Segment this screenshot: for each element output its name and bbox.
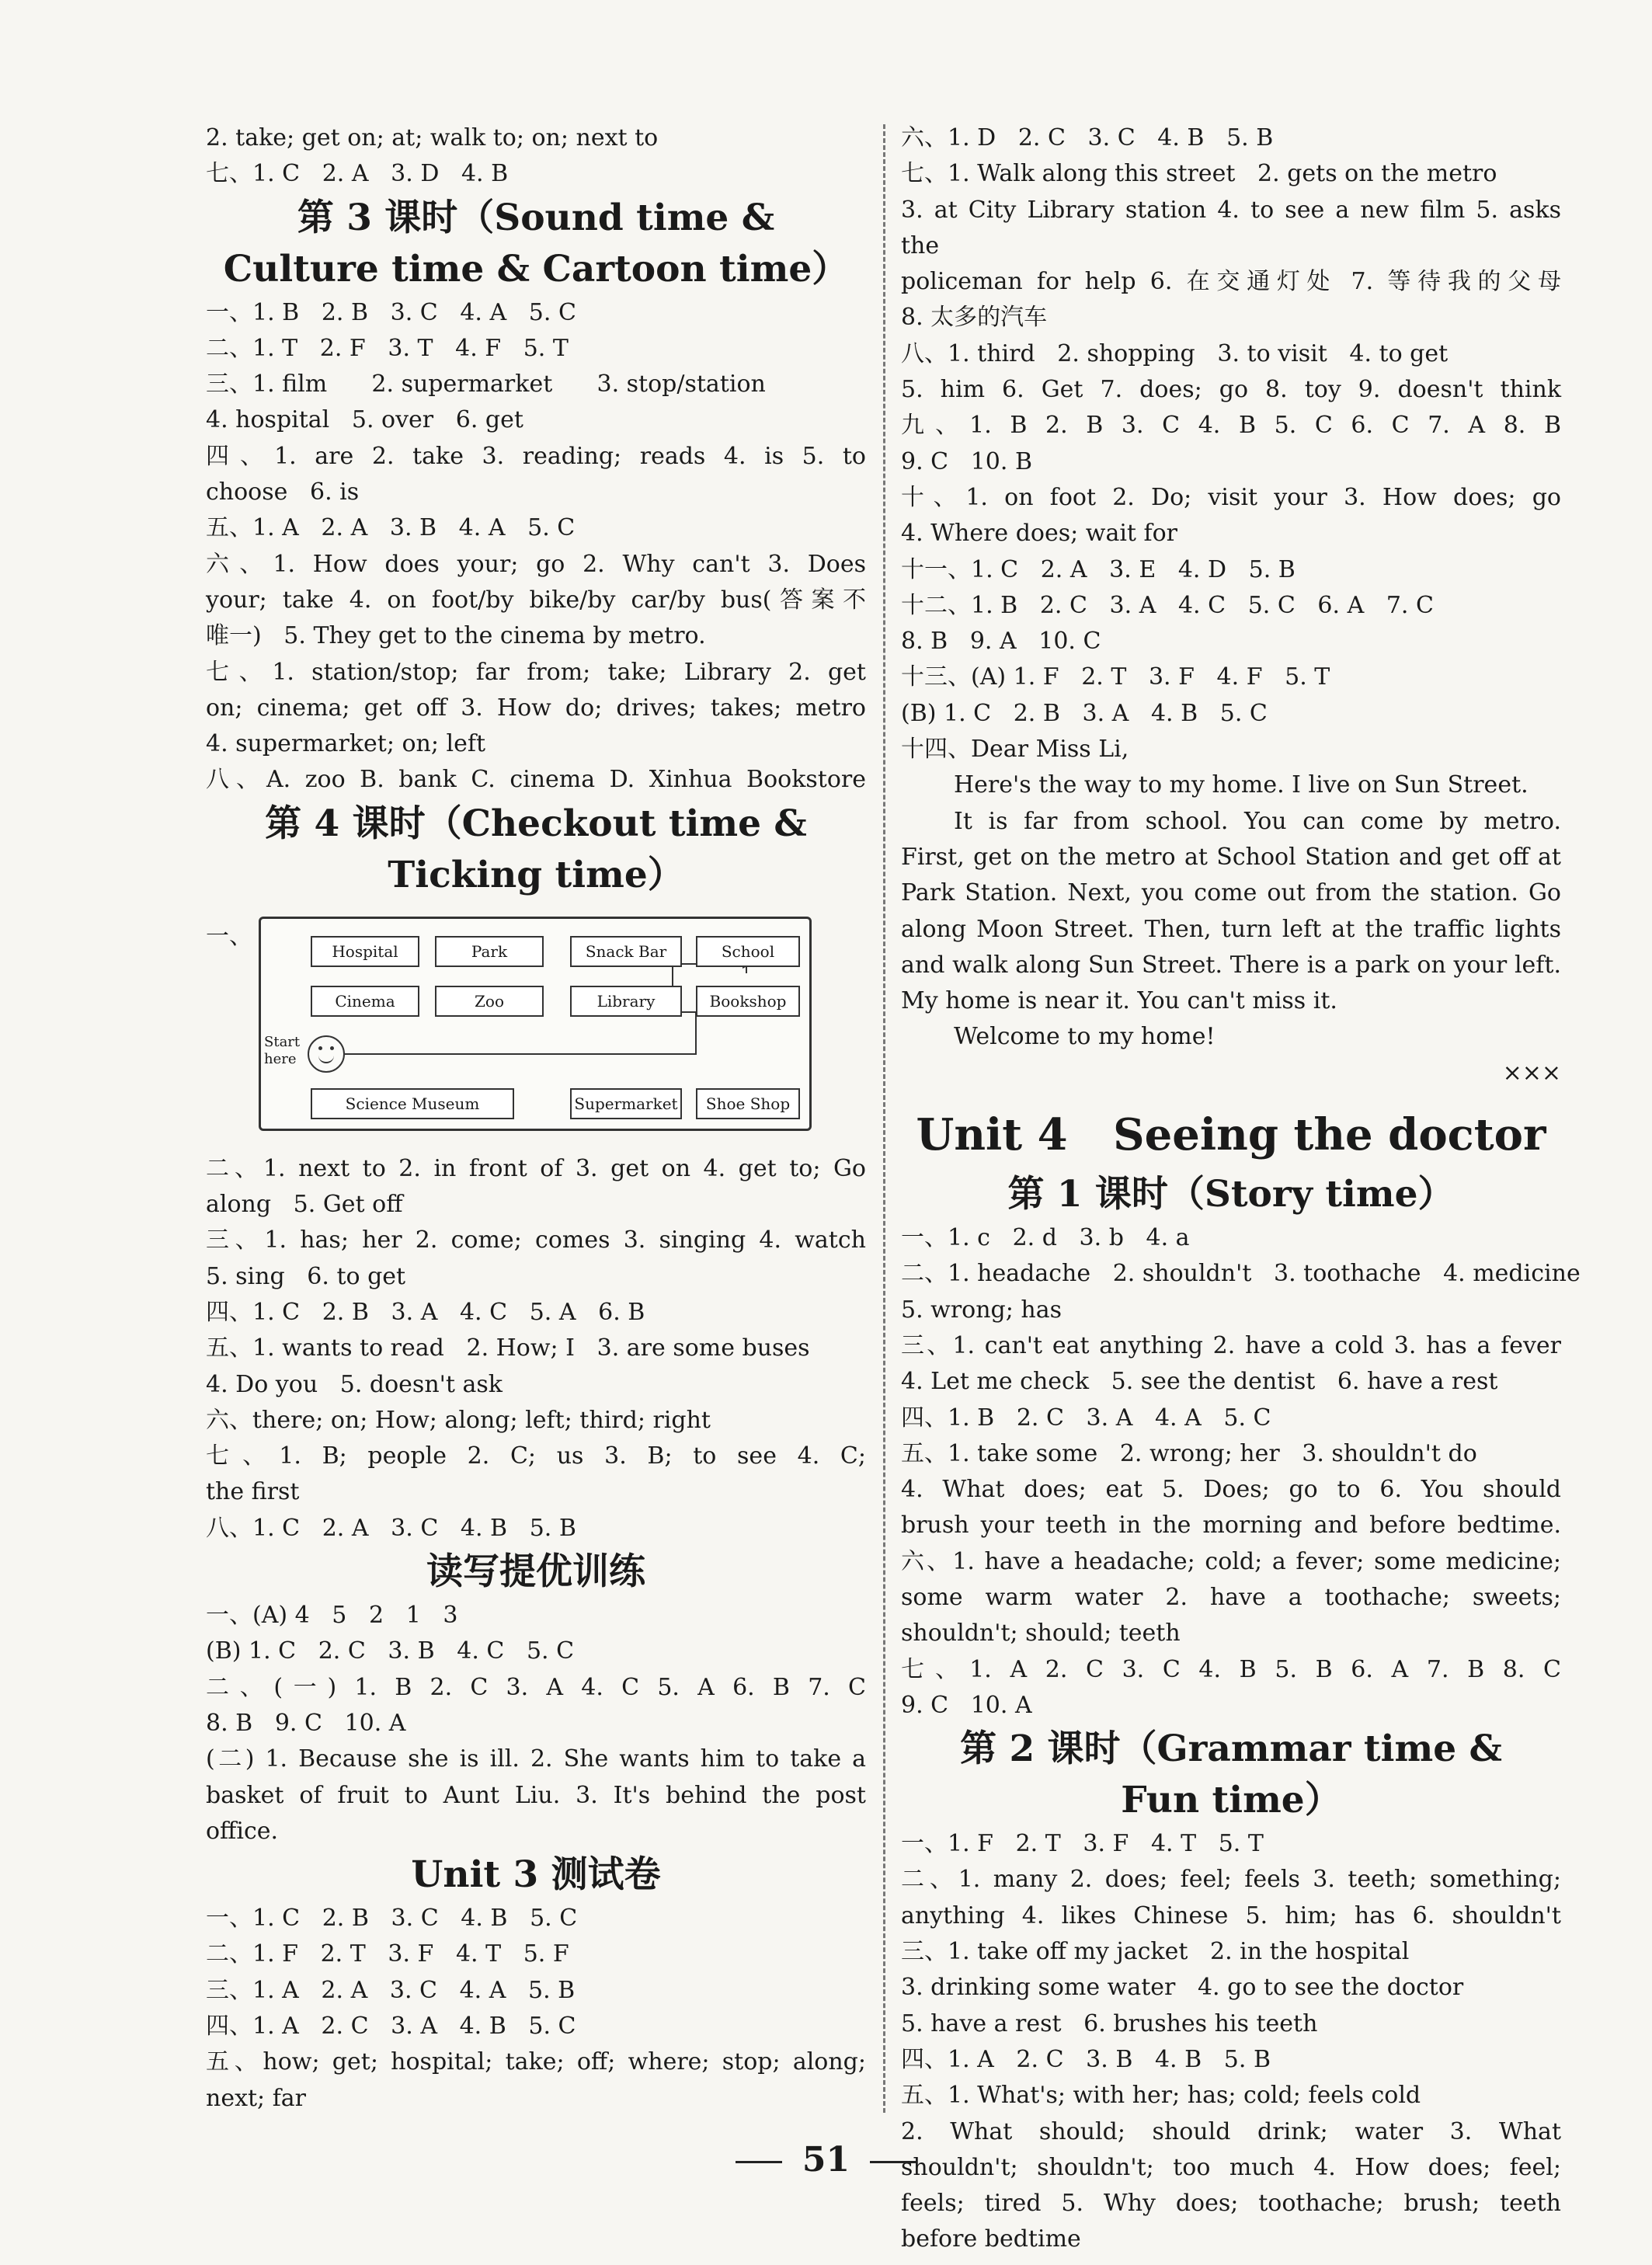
answer-line: It is far from school. You can come by metro. [954, 807, 1561, 835]
dash-left [736, 2161, 782, 2163]
answer-line: (二) 1. Because she is ill. 2. She wants him to take a [206, 1745, 866, 1773]
answer-line: 二、1. next to 2. in front of 3. get on 4. get to; Go [206, 1154, 866, 1182]
answer-line: the first [206, 1478, 300, 1506]
section-heading: 第 3 课时（Sound time & [297, 196, 775, 239]
map-box-hospital: Hospital [311, 936, 419, 967]
route-map-question [206, 901, 866, 1151]
answer-line: 4. What does; eat 5. Does; go to 6. You should [901, 1476, 1561, 1504]
answer-line: 七、1. Walk along this street 2. gets on the metro [901, 160, 1497, 188]
answer-line: 四、1. C 2. B 3. A 4. C 5. A 6. B [206, 1298, 645, 1326]
answer-line: 三、1. can't eat anything 2. have a cold 3. has a fever [901, 1331, 1561, 1359]
answer-line: 八、1. third 2. shopping 3. to visit 4. to get [901, 339, 1449, 367]
answer-line: 3. at City Library station 4. to see a new film 5. asks the [901, 196, 1561, 259]
smiley-icon [308, 1035, 345, 1073]
answer-line: 十、1. on foot 2. Do; visit your 3. How does; go [901, 483, 1561, 511]
answer-line: 六、there; on; How; along; left; third; right [206, 1406, 711, 1434]
answer-line: your; take 4. on foot/by bike/by car/by bus(答案不 [206, 586, 866, 614]
answer-line: 五、1. What's; with her; has; cold; feels cold [901, 2082, 1421, 2110]
answer-line: 4. Let me check 5. see the dentist 6. have a rest [901, 1368, 1498, 1396]
answer-line: 5. wrong; has [901, 1296, 1062, 1324]
answer-line: 三、1. A 2. A 3. C 4. A 5. B [206, 1976, 576, 2004]
answer-line: (B) 1. C 2. B 3. A 4. B 5. C [901, 699, 1268, 727]
answer-line: 5. sing 6. to get [206, 1262, 406, 1290]
answer-line: 八、A. zoo B. bank C. cinema D. Xinhua Bookstore [206, 766, 866, 794]
right-column [901, 120, 1581, 2258]
column-divider [883, 124, 885, 2113]
answer-line: and walk along Sun Street. There is a park on your left. [901, 951, 1561, 979]
section-heading: 第 4 课时（Checkout time & [265, 802, 807, 845]
answer-line: 十三、(A) 1. F 2. T 3. F 4. F 5. T [901, 663, 1330, 691]
answer-line: policeman for help 6. 在交通灯处 7. 等待我的父母 [901, 268, 1561, 296]
map-box-park: Park [435, 936, 544, 967]
answer-line: 一、1. F 2. T 3. F 4. T 5. T [901, 1830, 1264, 1858]
map-box-science-museum: Science Museum [311, 1088, 514, 1119]
answer-line: 二、(一) 1. B 2. C 3. A 4. C 5. A 6. B 7. C [206, 1673, 866, 1701]
answer-line: 四、1. B 2. C 3. A 4. A 5. C [901, 1404, 1271, 1432]
answer-line: shouldn't; shouldn't; too much 4. How does; feel; [901, 2153, 1561, 2181]
answer-line: 9. C 10. A [901, 1691, 1032, 1719]
map-box-zoo: Zoo [435, 986, 544, 1017]
answer-line: 五、1. wants to read 2. How; I 3. are some buses [206, 1334, 810, 1362]
answer-line: 五、1. A 2. A 3. B 4. A 5. C [206, 514, 576, 542]
answer-line: shouldn't; should; teeth [901, 1620, 1181, 1647]
map-box-library: Library [570, 986, 682, 1017]
section-heading: Ticking time） [388, 853, 684, 896]
answer-line: brush your teeth in the morning and before bedtime. [901, 1512, 1561, 1540]
answer-line: 4. Do you 5. doesn't ask [206, 1370, 503, 1398]
section-heading: Unit 3 测试卷 [411, 1853, 661, 1897]
answer-line: next; far [206, 2084, 307, 2112]
section-heading: 读写提优训练 [426, 1550, 645, 1594]
answer-line: 十一、1. C 2. A 3. E 4. D 5. B [901, 555, 1296, 583]
answer-line: 四、1. are 2. take 3. reading; reads 4. is 5. to [206, 442, 866, 470]
answer-line: ××× [1502, 1059, 1561, 1087]
answer-line: along Moon Street. Then, turn left at the traffic lights [901, 915, 1561, 943]
answer-line: 一、1. B 2. B 3. C 4. A 5. C [206, 298, 576, 326]
answer-line: 4. hospital 5. over 6. get [206, 406, 523, 434]
answer-line: My home is near it. You can't miss it. [901, 987, 1337, 1015]
answer-line: 二、1. T 2. F 3. T 4. F 5. T [206, 334, 569, 362]
answer-line: 九、1. B 2. B 3. C 4. B 5. C 6. C 7. A 8. B [901, 412, 1561, 440]
answer-line: 四、1. A 2. C 3. B 4. B 5. B [901, 2045, 1271, 2073]
answer-line: 七、1. B; people 2. C; us 3. B; to see 4. C; [206, 1442, 866, 1470]
answer-line: 5. have a rest 6. brushes his teeth [901, 2009, 1318, 2037]
section-heading: 第 1 课时（Story time） [1007, 1173, 1455, 1216]
start-here-label: Start here [264, 1033, 301, 1067]
page-number-text: 51 [802, 2140, 850, 2180]
answer-line: on; cinema; get off 3. How do; drives; takes; metro [206, 694, 866, 722]
answer-line: 四、1. A 2. C 3. A 4. B 5. C [206, 2012, 576, 2040]
answer-line: 六、1. have a headache; cold; a fever; some medicine; [901, 1547, 1561, 1575]
answer-line: 七、1. station/stop; far from; take; Library 2. get [206, 658, 866, 686]
route-map [259, 917, 812, 1131]
answer-line: basket of fruit to Aunt Liu. 3. It's behind the post [206, 1781, 866, 1809]
answer-line: 8. B 9. A 10. C [901, 628, 1101, 656]
answer-line: 8. 太多的汽车 [901, 304, 1048, 332]
answer-line: 2. take; get on; at; walk to; on; next to [206, 124, 659, 151]
answer-line: 唯一) 5. They get to the cinema by metro. [206, 622, 706, 650]
map-box-supermarket: Supermarket [570, 1088, 682, 1119]
answer-line: some warm water 2. have a toothache; sweets; [901, 1583, 1561, 1611]
dash-right [870, 2161, 916, 2163]
answer-line: 五、1. take some 2. wrong; her 3. shouldn't do [901, 1439, 1477, 1467]
answer-line: 十四、Dear Miss Li, [901, 736, 1129, 764]
map-box-cinema: Cinema [311, 986, 419, 1017]
answer-line: Park Station. Next, you come out from the station. Go [901, 879, 1561, 907]
map-box-snack-bar: Snack Bar [570, 936, 682, 967]
section-heading: Unit 4 Seeing the doctor [916, 1109, 1546, 1161]
answer-line: 一、1. C 2. B 3. C 4. B 5. C [206, 1905, 578, 1933]
answer-line: 2. What should; should drink; water 3. What [901, 2117, 1561, 2145]
page-number [0, 2140, 1652, 2180]
map-box-bookshop: Bookshop [696, 986, 800, 1017]
section-heading: 第 2 课时（Grammar time & [960, 1727, 1502, 1771]
answer-line: 十二、1. B 2. C 3. A 4. C 5. C 6. A 7. C [901, 591, 1434, 619]
answer-line: before bedtime [901, 2225, 1081, 2253]
answer-line: 三、1. take off my jacket 2. in the hospital [901, 1938, 1410, 1966]
answer-line: 二、1. headache 2. shouldn't 3. toothache 4. medicine [901, 1260, 1581, 1288]
answer-line: 3. drinking some water 4. go to see the doctor [901, 1974, 1464, 2002]
answer-line: 二、1. many 2. does; feel; feels 3. teeth; something; [901, 1866, 1561, 1894]
answer-line: office. [206, 1817, 279, 1845]
answer-line: 六、1. D 2. C 3. C 4. B 5. B [901, 124, 1274, 151]
answer-line: 二、1. F 2. T 3. F 4. T 5. F [206, 1940, 569, 1968]
answer-line: 8. B 9. C 10. A [206, 1709, 406, 1737]
answer-line: feels; tired 5. Why does; toothache; brush; teeth [901, 2190, 1561, 2218]
answer-line: 五、how; get; hospital; take; off; where; stop; along; [206, 2048, 866, 2076]
answer-line: 4. supermarket; on; left [206, 730, 486, 758]
answer-line: 八、1. C 2. A 3. C 4. B 5. B [206, 1514, 576, 1542]
answer-line: 三、1. has; her 2. come; comes 3. singing 4. watch [206, 1226, 866, 1254]
answer-line: First, get on the metro at School Station and get off at [901, 843, 1561, 871]
answer-line: 5. him 6. Get 7. does; go 8. toy 9. doesn't think [901, 376, 1561, 404]
map-box-school: School [696, 936, 800, 967]
map-question-marker: 一、 [206, 922, 252, 950]
answer-line: Welcome to my home! [954, 1023, 1216, 1051]
answer-line: 9. C 10. B [901, 447, 1033, 475]
section-heading: Culture time & Cartoon time） [223, 247, 849, 291]
answer-line: 一、(A) 4 5 2 1 3 [206, 1602, 458, 1630]
answer-line: choose 6. is [206, 478, 360, 506]
answer-line: (B) 1. C 2. C 3. B 4. C 5. C [206, 1637, 575, 1665]
answer-line: anything 4. likes Chinese 5. him; has 6. shouldn't [901, 1901, 1561, 1929]
answer-line: Here's the way to my home. I live on Sun Street. [954, 771, 1529, 799]
answer-line: 七、1. A 2. C 3. C 4. B 5. B 6. A 7. B 8. C [901, 1655, 1561, 1683]
left-column [206, 120, 866, 2117]
answer-line: 六、1. How does your; go 2. Why can't 3. Does [206, 550, 866, 578]
answer-line: 一、1. c 2. d 3. b 4. a [901, 1224, 1190, 1252]
answer-line: 七、1. C 2. A 3. D 4. B [206, 160, 509, 188]
answer-line: 三、1. film 2. supermarket 3. stop/station [206, 371, 766, 398]
section-heading: Fun time） [1121, 1779, 1341, 1822]
answer-line: 4. Where does; wait for [901, 520, 1178, 548]
answer-line: along 5. Get off [206, 1191, 403, 1219]
map-box-shoe-shop: Shoe Shop [696, 1088, 800, 1119]
